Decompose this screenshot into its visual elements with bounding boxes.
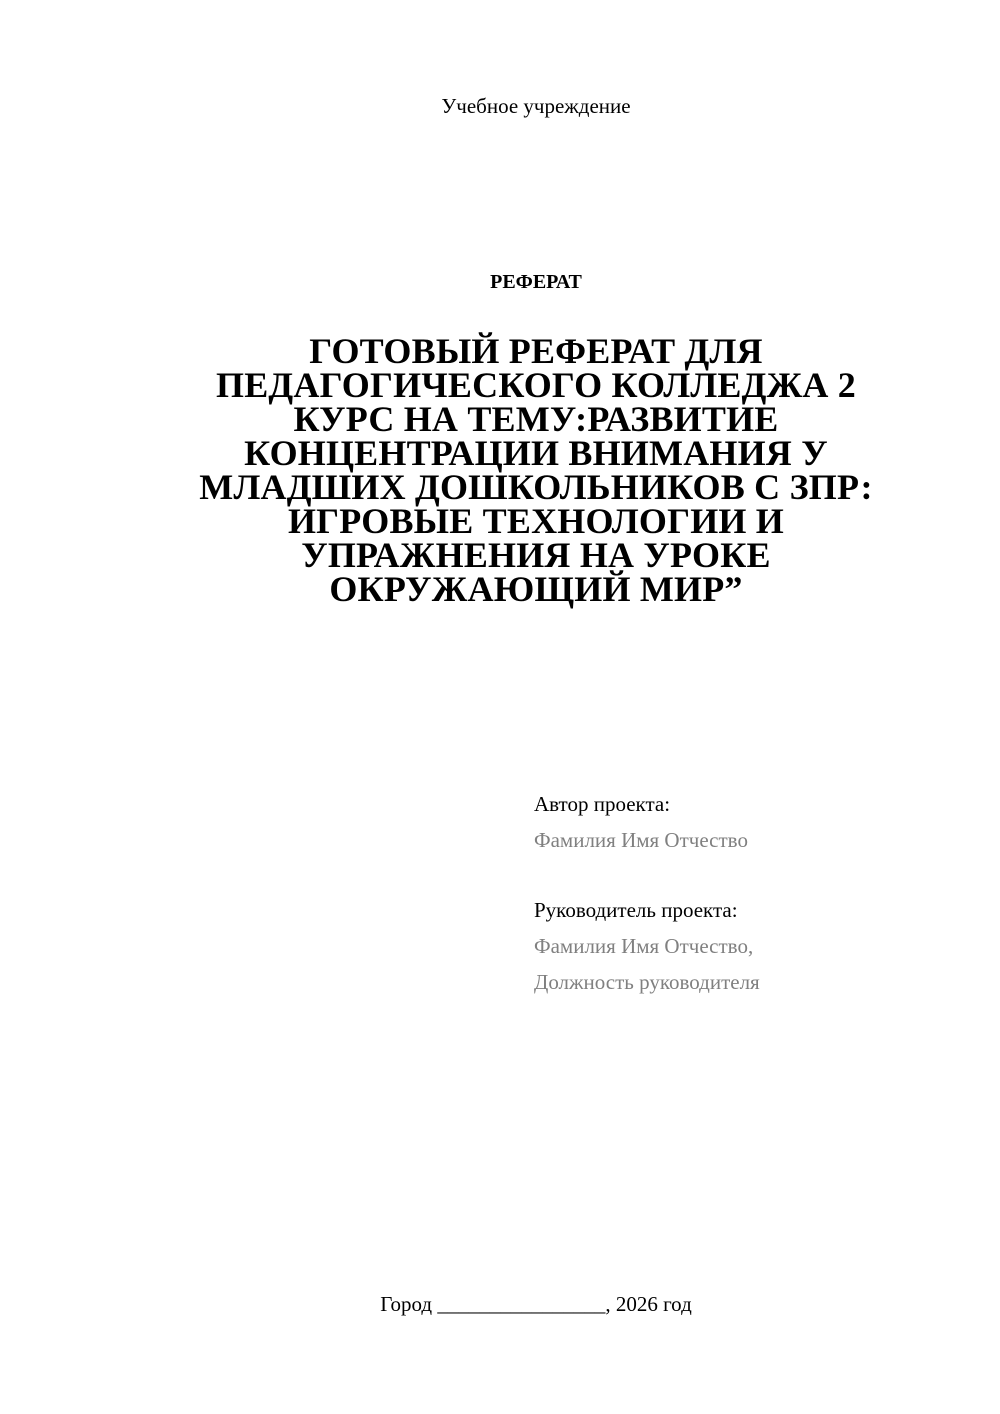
topic-line: ГОТОВЫЙ РЕФЕРАТ ДЛЯ (309, 331, 763, 371)
city-year-line: Город ________________, 2026 год (380, 1292, 692, 1316)
institution-name: Учебное учреждение (441, 94, 631, 118)
supervisor-block (534, 892, 974, 1000)
topic-line: ПЕДАГОГИЧЕСКОГО КОЛЛЕДЖА 2 (216, 365, 856, 405)
topic-line: ОКРУЖАЮЩИЙ МИР” (329, 569, 743, 609)
supervisor-name: Фамилия Имя Отчество, (534, 934, 754, 958)
topic-line: ИГРОВЫЕ ТЕХНОЛОГИИ И (287, 501, 785, 541)
author-label: Автор проекта: (534, 792, 671, 816)
topic-line: КУРС НА ТЕМУ:РАЗВИТИЕ (293, 399, 779, 439)
supervisor-label: Руководитель проекта: (534, 898, 738, 922)
author-name: Фамилия Имя Отчество (534, 828, 748, 852)
document-type-heading: РЕФЕРАТ (490, 271, 582, 293)
topic-line: КОНЦЕНТРАЦИИ ВНИМАНИЯ У (244, 433, 828, 473)
topic-line: МЛАДШИХ ДОШКОЛЬНИКОВ С ЗПР: (199, 467, 873, 507)
author-block (534, 786, 974, 858)
document-topic-title (150, 331, 922, 609)
topic-line: УПРАЖНЕНИЯ НА УРОКЕ (301, 535, 771, 575)
supervisor-position: Должность руководителя (534, 970, 760, 994)
